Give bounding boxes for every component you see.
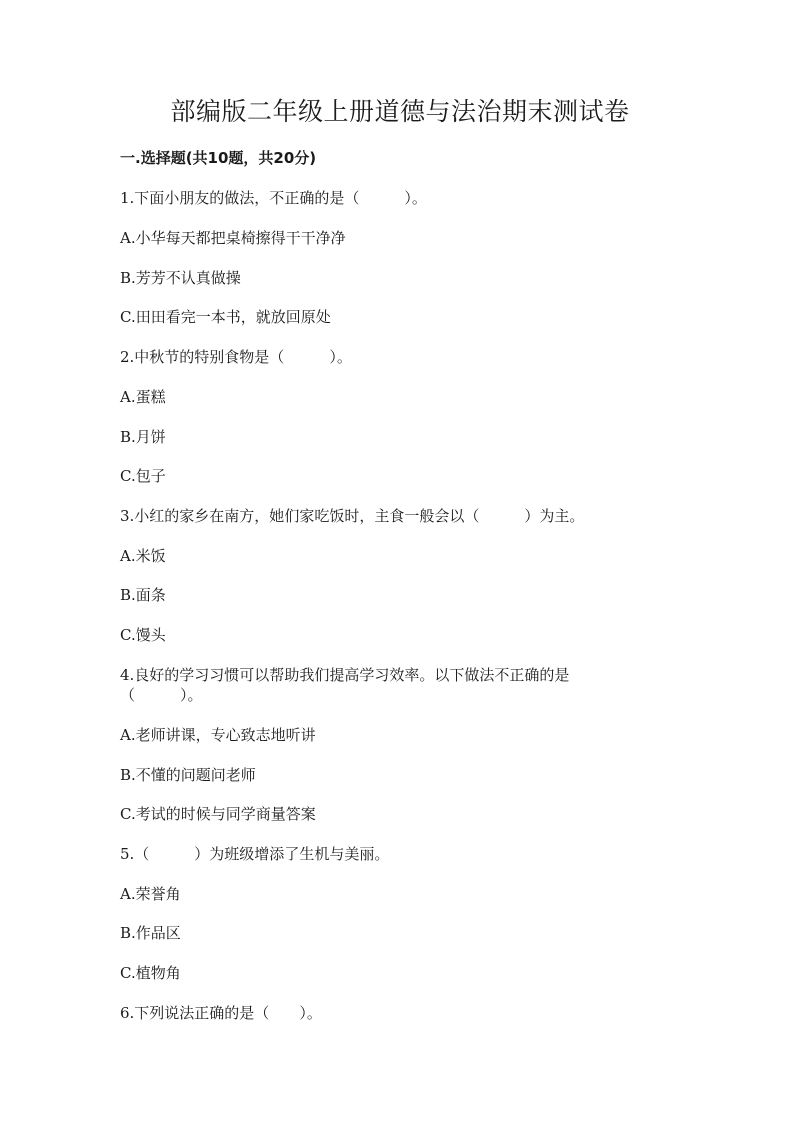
exam-title: 部编版二年级上册道德与法治期末测试卷 bbox=[170, 97, 630, 126]
question-stem: 4.良好的学习习惯可以帮助我们提高学习效率。以下做法不正确的是 bbox=[120, 666, 570, 684]
answer-option: B.面条 bbox=[120, 586, 166, 604]
answer-option: C.包子 bbox=[120, 467, 166, 485]
section-heading-multiple-choice: 一.选择题(共10题，共20分) bbox=[120, 149, 317, 167]
question-stem: 1.下面小朋友的做法，不正确的是（ ）。 bbox=[120, 189, 427, 207]
answer-option: C.植物角 bbox=[120, 964, 181, 982]
question-stem: 2.中秋节的特别食物是（ ）。 bbox=[120, 348, 352, 366]
answer-option: C.馒头 bbox=[120, 626, 166, 644]
answer-option: A.老师讲课，专心致志地听讲 bbox=[120, 726, 316, 744]
question-stem-continuation: （ ）。 bbox=[120, 686, 203, 704]
answer-option: C.考试的时候与同学商量答案 bbox=[120, 805, 316, 823]
answer-option: C.田田看完一本书，就放回原处 bbox=[120, 308, 331, 326]
question-stem: 3.小红的家乡在南方，她们家吃饭时，主食一般会以（ ）为主。 bbox=[120, 507, 585, 525]
answer-option: A.米饭 bbox=[120, 547, 166, 565]
answer-option: B.芳芳不认真做操 bbox=[120, 269, 241, 287]
answer-option: B.月饼 bbox=[120, 428, 166, 446]
answer-option: A.蛋糕 bbox=[120, 388, 166, 406]
answer-option: B.不懂的问题问老师 bbox=[120, 766, 256, 784]
question-stem: 5.（ ）为班级增添了生机与美丽。 bbox=[120, 845, 390, 863]
answer-option: A.荣誉角 bbox=[120, 885, 181, 903]
answer-option: B.作品区 bbox=[120, 924, 181, 942]
question-stem: 6.下列说法正确的是（ ）。 bbox=[120, 1004, 322, 1022]
answer-option: A.小华每天都把桌椅擦得干干净净 bbox=[120, 229, 346, 247]
